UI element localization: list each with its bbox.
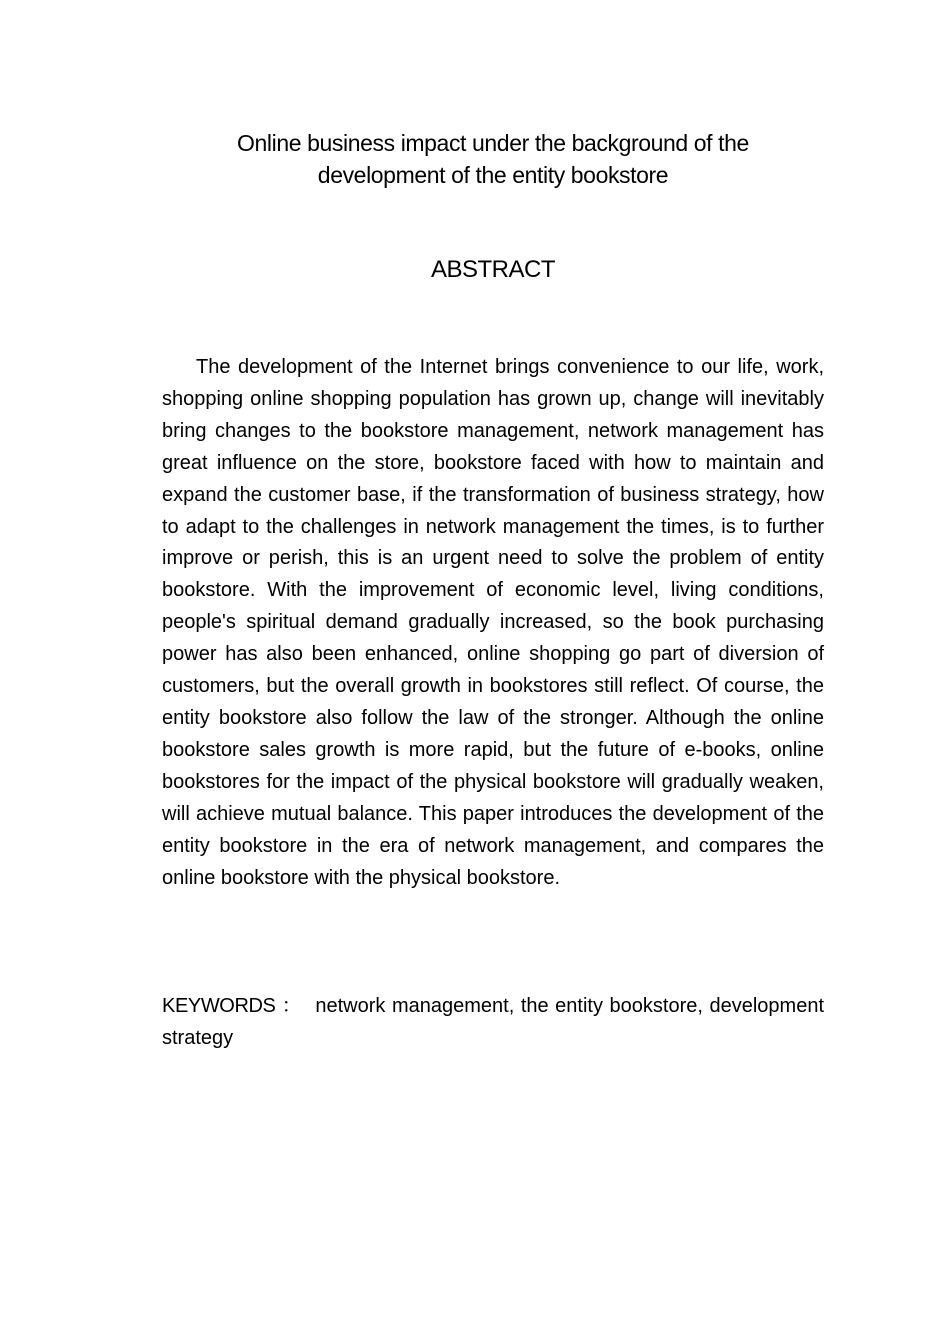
keywords-section bbox=[162, 990, 824, 1054]
abstract-heading: ABSTRACT bbox=[430, 256, 555, 283]
keywords-label: KEYWORDS ： bbox=[162, 995, 303, 1017]
keywords-list: network management, the entity bookstore, development strategy bbox=[162, 995, 824, 1049]
paper-title-line-2: development of the entity bookstore bbox=[317, 162, 669, 188]
abstract-paragraph: The development of the Internet brings convenience to our life, work, shopping online shopping population has grown up, change will inevitably bring changes to the bookstore management, network management has great influence on the store, bookstore faced with how to maintain and expand the customer base, if the transformation of business strategy, how to adapt to the challenges in network management the times, is to further improve or perish, this is an urgent need to solve the problem of entity bookstore. With the improvement of economic level, living conditions, people's spiritual demand gradually increased, so the book purchasing power has also been enhanced, online shopping go part of diversion of customers, but the overall growth in bookstores still reflect. Of course, the entity bookstore also follow the law of the stronger. Although the online bookstore sales growth is more rapid, but the future of e-books, online bookstores for the impact of the physical bookstore will gradually weaken, will achieve mutual balance. This paper introduces the development of the entity bookstore in the era of network management, and compares the online bookstore with the physical bookstore. bbox=[162, 356, 824, 889]
paper-title-line-1: Online business impact under the background of the bbox=[237, 130, 749, 156]
